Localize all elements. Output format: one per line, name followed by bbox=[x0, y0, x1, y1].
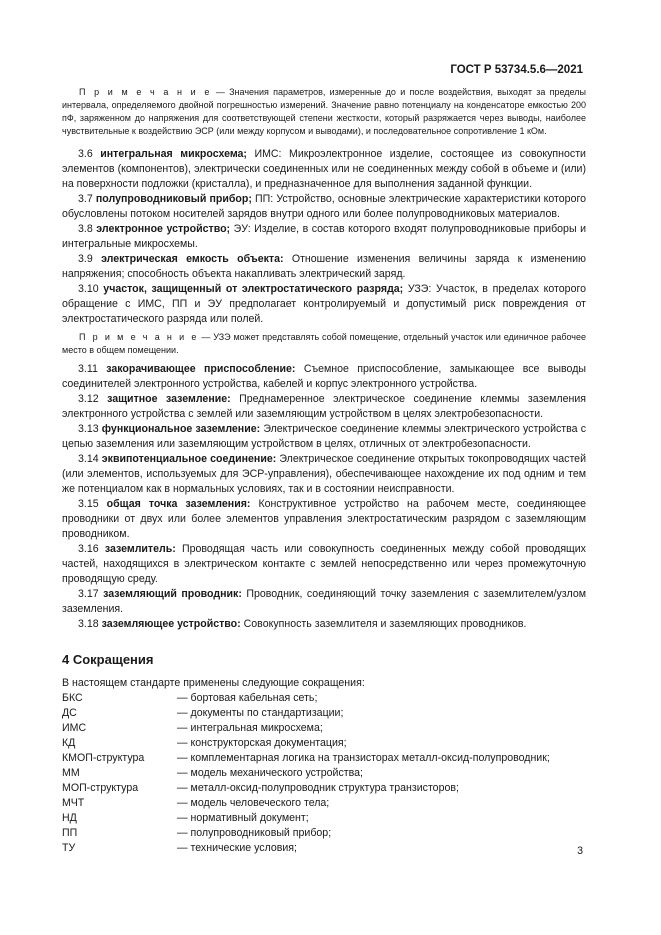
abbreviation-desc: — модель механического устройства; bbox=[177, 767, 363, 779]
definition-item bbox=[62, 222, 586, 252]
definitions-list bbox=[62, 362, 586, 632]
page-content bbox=[62, 86, 586, 856]
document-code-header: ГОСТ Р 53734.5.6—2021 bbox=[450, 64, 583, 76]
definition-text: УЗЭ: Участок, в пределах которого обращение с ИМС, ПП и ЭУ предполагает контролируемый и допустимый риск повреждения от электростатического разряда или полей. bbox=[62, 283, 586, 325]
definition-number: 3.9 bbox=[78, 253, 93, 265]
definition-number: 3.7 bbox=[78, 193, 93, 205]
abbreviation-row bbox=[62, 841, 586, 856]
definition-text: Электрическое соединение открытых токопроводящих частей (или элементов, используемых для ЭСР-управления), обеспечивающее нахождение их под одним и тем же потенциалом как в нормальных условиях, так и в состоянии неисправности. bbox=[62, 453, 586, 495]
definition-text: ПП: Устройство, основные электрические характеристики которого обусловлены потоком носителей зарядов внутри одного или более полупроводниковых материалов. bbox=[62, 193, 586, 220]
definition-text: Преднамеренное электрическое соединение клеммы заземления электронного устройства с землей или заземляющим устройством в целях электробезопасности. bbox=[62, 393, 586, 420]
abbreviation-term: ПП bbox=[62, 827, 78, 839]
abbreviation-term: ИМС bbox=[62, 722, 87, 734]
definition-item bbox=[62, 587, 586, 617]
definition-term: участок, защищенный от электростатического разряда; bbox=[103, 283, 404, 295]
abbreviation-row bbox=[62, 691, 586, 706]
abbreviation-term: БКС bbox=[62, 692, 83, 704]
definition-text: Съемное приспособление, замыкающее все выводы соединителей электронного устройства, кабелей и корпус электронного устройства. bbox=[62, 363, 586, 390]
abbreviation-desc: — металл-оксид-полупроводник структура транзисторов; bbox=[177, 782, 459, 794]
definition-text: Отношение изменения величины заряда к изменению напряжения; способность объекта накапливать электрический заряд. bbox=[62, 253, 586, 280]
definition-item bbox=[62, 497, 586, 542]
definition-item bbox=[62, 422, 586, 452]
definition-text: Проводник, соединяющий точку заземления с заземлителем/узлом заземления. bbox=[62, 588, 586, 615]
definition-item bbox=[62, 362, 586, 392]
abbreviation-row bbox=[62, 826, 586, 841]
abbreviation-row bbox=[62, 721, 586, 736]
abbreviation-term: МЧТ bbox=[62, 797, 85, 809]
abbreviation-row bbox=[62, 766, 586, 781]
abbreviation-row bbox=[62, 736, 586, 751]
definition-term: защитное заземление: bbox=[107, 393, 231, 405]
abbreviation-row bbox=[62, 796, 586, 811]
definition-number: 3.16 bbox=[78, 543, 99, 555]
abbreviation-term: ММ bbox=[62, 767, 80, 779]
abbreviation-term: НД bbox=[62, 812, 77, 824]
note-label: П р и м е ч а н и е bbox=[79, 87, 212, 97]
definition-number: 3.12 bbox=[78, 393, 99, 405]
definition-term: функциональное заземление: bbox=[101, 423, 261, 435]
abbreviation-term: КД bbox=[62, 737, 76, 749]
note-paragraph bbox=[62, 86, 586, 138]
abbreviation-term: КМОП-структура bbox=[62, 752, 145, 764]
abbreviation-desc: — комплементарная логика на транзисторах металл-оксид-полупроводник; bbox=[177, 752, 550, 764]
abbreviations-list bbox=[62, 691, 586, 856]
definition-text: Электрическое соединение клеммы электрического устройства с цепью заземления или заземляющим устройством в целях, отличных от электробезопасности. bbox=[62, 423, 587, 450]
definition-text: ЭУ: Изделие, в состав которого входят полупроводниковые приборы и интегральные микросхемы. bbox=[62, 223, 586, 250]
definition-term: заземляющий проводник: bbox=[103, 588, 242, 600]
definition-number: 3.15 bbox=[78, 498, 99, 510]
definition-term: эквипотенциальное соединение: bbox=[101, 453, 277, 465]
definition-text: Совокупность заземлителя и заземляющих проводников. bbox=[243, 618, 527, 630]
definition-text: Конструктивное устройство на рабочем месте, соединяющее проводники от двух или более элементов управления электростатическим разрядом с заземляющим проводником. bbox=[62, 498, 587, 540]
definition-term: электрическая емкость объекта: bbox=[101, 253, 284, 265]
definition-item bbox=[62, 192, 586, 222]
definition-number: 3.17 bbox=[78, 588, 99, 600]
definition-term: заземляющее устройство: bbox=[101, 618, 241, 630]
section-intro: В настоящем стандарте применены следующие сокращения: bbox=[62, 677, 365, 689]
note-text: — Значения параметров, измеренные до и после воздействия, выходят за пределы интервала, определяемого двойной погрешностью измерений. Значение равно потенциалу на конденсаторе емкостью 200 пФ, заряженном до напряжения для соответствующей степени жесткости, который разряжается через выводы, наиболее чувствительные к воздействию ЭСР (или между корпусом и выводами), и последовательное сопротивление 1 кОм. bbox=[62, 87, 586, 136]
definition-item bbox=[62, 617, 586, 632]
definition-term: общая точка заземления: bbox=[106, 498, 251, 510]
abbreviation-desc: — документы по стандартизации; bbox=[177, 707, 344, 719]
definition-item bbox=[62, 452, 586, 497]
note-paragraph bbox=[62, 331, 586, 357]
abbreviation-desc: — модель человеческого тела; bbox=[177, 797, 330, 809]
definition-item bbox=[62, 147, 586, 192]
definition-number: 3.10 bbox=[78, 283, 99, 295]
page-number: 3 bbox=[577, 845, 583, 857]
definition-number: 3.18 bbox=[78, 618, 99, 630]
definition-term: закорачивающее приспособление: bbox=[106, 363, 296, 375]
abbreviation-desc: — технические условия; bbox=[177, 842, 297, 854]
note-text: — УЗЭ может представлять собой помещение, отдельный участок или единичное рабочее место в общем помещении. bbox=[62, 332, 586, 355]
note-label: П р и м е ч а н и е bbox=[79, 332, 199, 342]
definition-item bbox=[62, 282, 586, 327]
definition-item bbox=[62, 542, 586, 587]
definition-item bbox=[62, 392, 586, 422]
definition-item bbox=[62, 252, 586, 282]
section-heading: 4 Сокращения bbox=[62, 652, 154, 667]
abbreviation-desc: — интегральная микросхема; bbox=[177, 722, 323, 734]
definition-number: 3.6 bbox=[78, 148, 93, 160]
definition-term: полупроводниковый прибор; bbox=[95, 193, 252, 205]
definition-term: электронное устройство; bbox=[96, 223, 231, 235]
abbreviation-row bbox=[62, 811, 586, 826]
abbreviation-term: МОП-структура bbox=[62, 782, 139, 794]
abbreviation-term: ДС bbox=[62, 707, 77, 719]
definition-text: ИМС: Микроэлектронное изделие, состоящее из совокупности элементов (компонентов), электрически соединенных или не соединенных между собой в объеме и (или) на поверхности подложки (кристалла), и предназначенное для выполнения заданной функции. bbox=[62, 148, 586, 190]
definition-term: интегральная микросхема; bbox=[100, 148, 247, 160]
definition-number: 3.13 bbox=[78, 423, 99, 435]
abbreviation-desc: — конструкторская документация; bbox=[177, 737, 347, 749]
abbreviation-row bbox=[62, 706, 586, 721]
definition-number: 3.8 bbox=[78, 223, 93, 235]
definition-term: заземлитель: bbox=[104, 543, 176, 555]
abbreviation-row bbox=[62, 751, 586, 766]
definition-number: 3.11 bbox=[78, 363, 98, 375]
definition-text: Проводящая часть или совокупность соединенных между собой проводящих частей, находящихся в электрическом контакте с землей непосредственно или через промежуточную проводящую среду. bbox=[62, 543, 586, 585]
abbreviation-desc: — полупроводниковый прибор; bbox=[177, 827, 332, 839]
abbreviation-desc: — нормативный документ; bbox=[177, 812, 309, 824]
abbreviation-term: ТУ bbox=[62, 842, 76, 854]
abbreviation-desc: — бортовая кабельная сеть; bbox=[177, 692, 318, 704]
definition-number: 3.14 bbox=[78, 453, 99, 465]
definitions-list bbox=[62, 147, 586, 327]
abbreviation-row bbox=[62, 781, 586, 796]
